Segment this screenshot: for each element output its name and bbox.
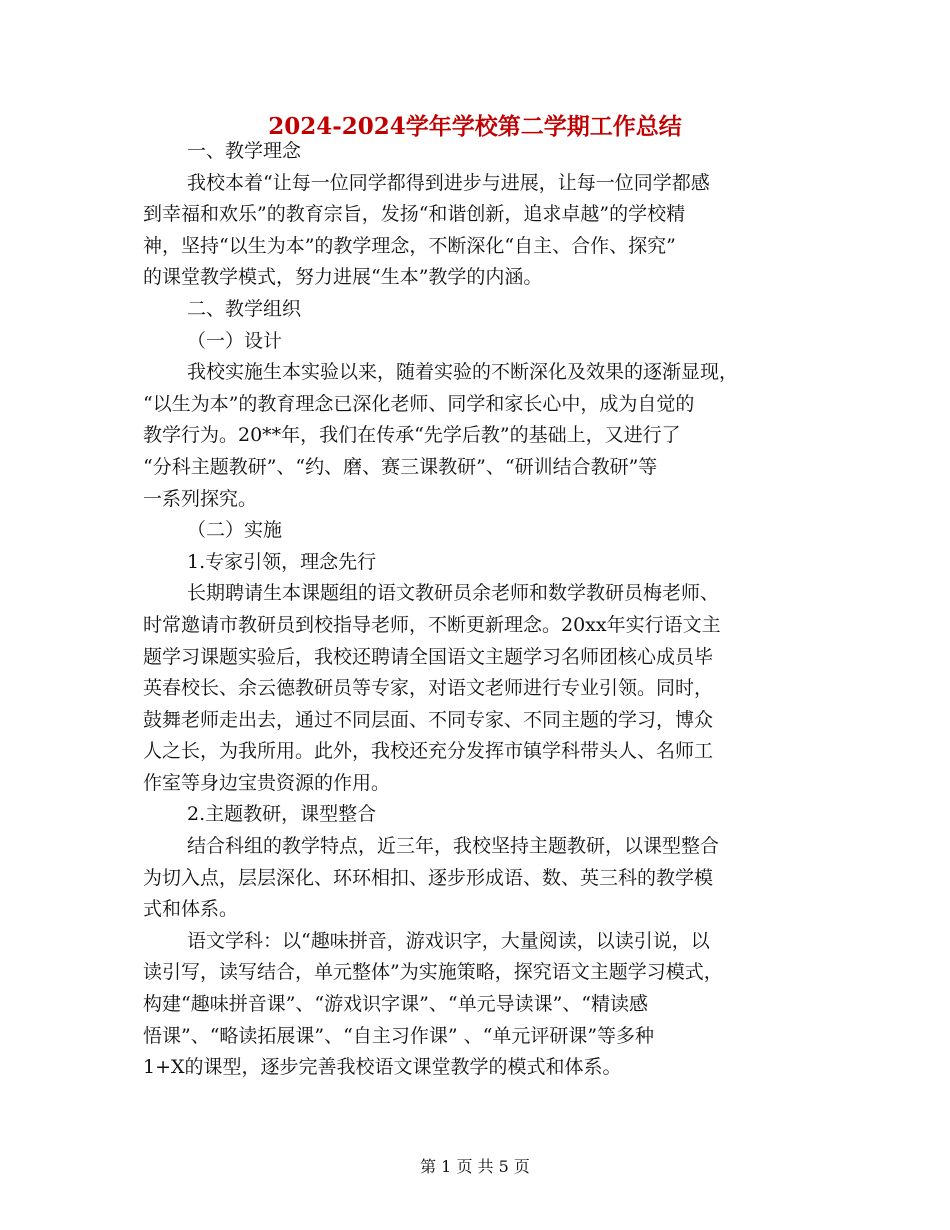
section-heading: 2.主题教研，课型整合 [187,803,377,826]
text-line: 英春校长、余云德教研员等专家，对语文老师进行专业引领。同时， [143,677,714,700]
text-line: 人之长，为我所用。此外，我校还充分发挥市镇学科带头人、名师工 [143,740,714,763]
text-line: 悟课”、“略读拓展课”、“自主习作课” 、“单元评研课”等多种 [143,1024,655,1047]
text-line: 教学行为。20**年，我们在传承“先学后教”的基础上，又进行了 [143,424,681,447]
document-body [143,136,811,1084]
text-line: 一系列探究。 [143,487,258,510]
text-line: “分科主题教研”、“约、磨、赛三课教研”、“研训结合教研”等 [143,455,658,478]
text-line: 鼓舞老师走出去，通过不同层面、不同专家、不同主题的学习，博众 [143,708,714,731]
section-heading: （二）实施 [187,519,283,542]
text-line: 结合科组的教学特点，近三年，我校坚持主题教研，以课型整合 [187,835,720,858]
text-line: 的课堂教学模式，努力进展“生本”教学的内涵。 [143,266,543,289]
section-heading: 一、教学理念 [187,140,302,162]
text-line: 到幸福和欢乐”的教育宗旨，发扬“和谐创新，追求卓越”的学校精 [143,203,686,226]
text-line: 长期聘请生本课题组的语文教研员余老师和数学教研员梅老师、 [187,582,720,605]
text-line: 作室等身边宝贵资源的作用。 [143,771,391,794]
text-line: 我校实施生本实验以来，随着实验的不断深化及效果的逐渐显现， [187,361,739,384]
text-line: 读引写，读写结合，单元整体”为实施策略，探究语文主题学习模式， [143,961,723,984]
section-heading: 1.专家引领，理念先行 [187,550,377,573]
text-line: 题学习课题实验后，我校还聘请全国语文主题学习名师团核心成员毕 [143,645,714,668]
page-footer: 第 1 页 共 5 页 [420,1157,530,1176]
text-line: 神，坚持“以生为本”的教学理念，不断深化“自主、合作、探究” [143,234,676,257]
section-heading: 二、教学组织 [187,297,302,320]
text-line: 构建“趣味拼音课”、“游戏识字课”、“单元导读课”、“精读感 [143,993,648,1016]
text-line: 式和体系。 [143,898,239,921]
text-line: 时常邀请市教研员到校指导老师，不断更新理念。20xx年实行语文主 [143,613,721,636]
text-line: 语文学科：以“趣味拼音，游戏识字，大量阅读，以读引说，以 [187,929,710,952]
text-line: 我校本着“让每一位同学都得到进步与进展，让每一位同学都感 [187,171,710,194]
text-line: “以生为本”的教育理念已深化老师、同学和家长心中，成为自觉的 [143,392,695,415]
document-title: 2024-2024学年学校第二学期工作总结 [268,113,682,140]
text-line: 为切入点，层层深化、环环相扣、逐步形成语、数、英三科的教学模 [143,866,714,889]
section-heading: （一）设计 [187,329,283,352]
text-line: 1+X的课型，逐步完善我校语文课堂教学的模式和体系。 [143,1056,622,1079]
